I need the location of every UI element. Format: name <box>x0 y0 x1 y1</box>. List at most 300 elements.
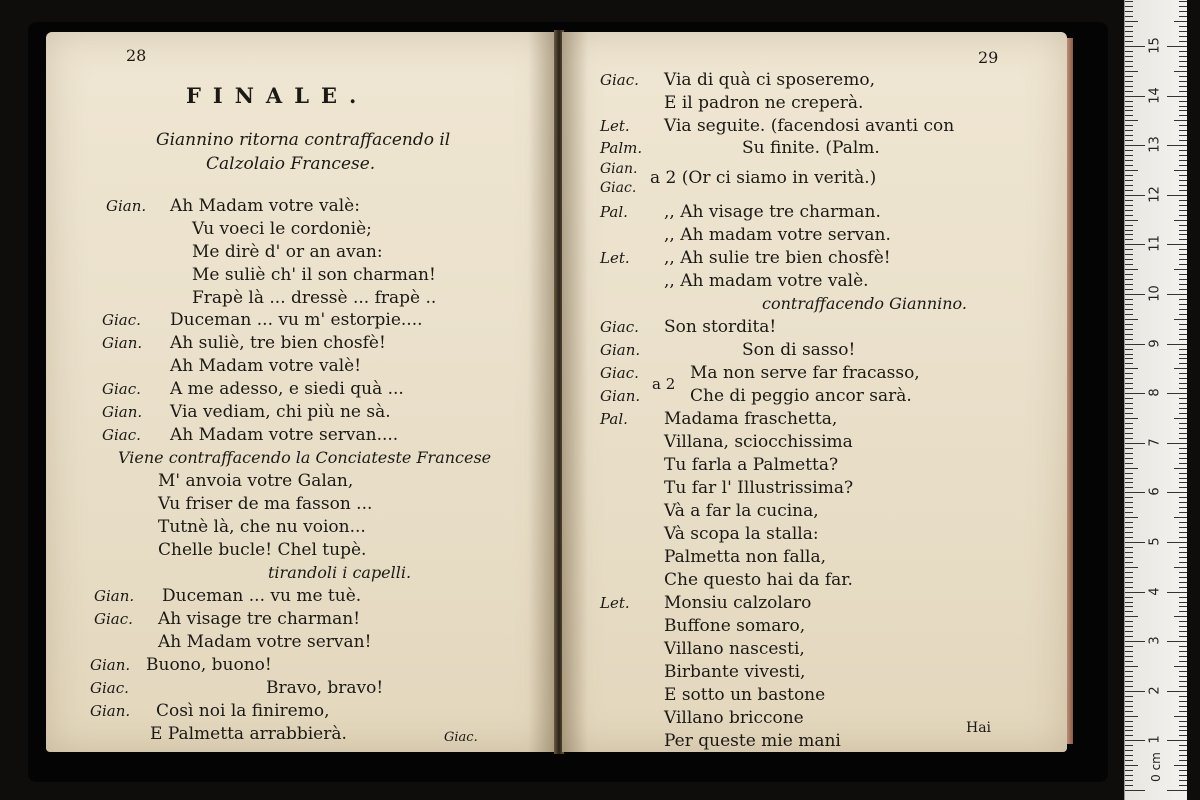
ruler-tick <box>1179 125 1187 126</box>
ruler-tick <box>1125 244 1145 245</box>
ruler-tick <box>1179 249 1187 250</box>
ruler-number: 11 <box>1147 235 1163 253</box>
verse-line: ,, Ah sulie tre bien chosfè! <box>664 248 891 268</box>
verse-line: Via vediam, chi più ne sà. <box>170 402 391 422</box>
ruler-tick <box>1179 497 1187 498</box>
page-title: FINALE. <box>186 83 369 108</box>
verse-line: Son stordita! <box>664 317 777 337</box>
verse-line: Vu friser de ma fasson ... <box>158 494 373 514</box>
ruler-tick <box>1174 71 1187 72</box>
ruler-tick <box>1174 120 1187 121</box>
ruler-tick <box>1179 671 1187 672</box>
ruler-tick <box>1179 721 1187 722</box>
ruler-tick <box>1125 517 1138 518</box>
ruler-tick <box>1125 254 1133 255</box>
ruler-tick <box>1179 115 1187 116</box>
ruler-tick <box>1125 274 1133 275</box>
ruler-tick <box>1125 36 1133 37</box>
ruler-number: 8 <box>1147 388 1163 397</box>
ruler-tick <box>1125 448 1133 449</box>
ruler-tick <box>1174 269 1187 270</box>
ruler-tick <box>1125 249 1133 250</box>
ruler-tick <box>1125 81 1133 82</box>
ruler-tick <box>1179 11 1187 12</box>
right-page <box>562 32 1067 752</box>
ruler-tick <box>1125 463 1133 464</box>
ruler-tick <box>1125 324 1133 325</box>
ruler-tick <box>1125 552 1133 553</box>
ruler-tick <box>1125 319 1138 320</box>
ruler-tick <box>1167 145 1187 146</box>
verse-line: Và scopa la stalla: <box>664 524 819 544</box>
ruler-tick <box>1125 512 1133 513</box>
ruler-tick <box>1125 770 1133 771</box>
ruler-tick <box>1125 438 1133 439</box>
ruler-tick <box>1125 413 1133 414</box>
ruler-tick <box>1125 16 1133 17</box>
ruler-tick <box>1125 135 1133 136</box>
speaker-label: Gian. <box>90 702 131 720</box>
ruler-tick <box>1179 403 1187 404</box>
stage-direction: tirandoli i capelli. <box>268 563 412 582</box>
ruler-tick <box>1125 101 1133 102</box>
ruler-tick <box>1125 750 1133 751</box>
ruler-tick <box>1125 621 1133 622</box>
ruler-tick <box>1125 180 1133 181</box>
ruler-tick <box>1179 230 1187 231</box>
ruler-tick <box>1125 309 1133 310</box>
ruler-tick <box>1179 755 1187 756</box>
ruler-tick <box>1125 532 1133 533</box>
ruler-tick <box>1179 289 1187 290</box>
ruler-tick <box>1179 110 1187 111</box>
stage-direction: contraffacendo Giannino. <box>762 294 967 313</box>
ruler-tick <box>1125 160 1133 161</box>
ruler-tick <box>1125 21 1138 22</box>
ruler-tick <box>1179 86 1187 87</box>
ruler-tick <box>1179 304 1187 305</box>
ruler-tick <box>1179 487 1187 488</box>
speaker-label: Palm. <box>600 139 643 157</box>
ruler-tick <box>1179 284 1187 285</box>
ruler-tick <box>1125 46 1145 47</box>
catchword: Hai <box>966 720 992 736</box>
ruler-tick <box>1125 383 1133 384</box>
ruler-tick <box>1125 56 1133 57</box>
ruler-tick <box>1125 661 1133 662</box>
ruler-tick <box>1174 170 1187 171</box>
ruler-tick <box>1179 215 1187 216</box>
ruler-tick <box>1179 165 1187 166</box>
verse-line: Villana, sciocchissima <box>664 432 853 452</box>
ruler-tick <box>1125 294 1145 295</box>
ruler-tick <box>1179 363 1187 364</box>
ruler-tick <box>1125 299 1133 300</box>
verse-line: ,, Ah visage tre charman. <box>664 202 881 222</box>
ruler-tick <box>1125 230 1133 231</box>
ruler-tick <box>1125 641 1145 642</box>
ruler-tick <box>1179 661 1187 662</box>
ruler-tick <box>1174 21 1187 22</box>
ruler-tick <box>1125 155 1133 156</box>
verse-line: ,, Ah madam votre valè. <box>664 271 869 291</box>
ruler-tick <box>1125 562 1133 563</box>
ruler-tick <box>1125 329 1133 330</box>
ruler-tick <box>1179 225 1187 226</box>
ruler-tick <box>1125 190 1133 191</box>
ruler-tick <box>1125 572 1133 573</box>
ruler-tick <box>1174 567 1187 568</box>
ruler-tick <box>1179 552 1187 553</box>
ruler-tick <box>1125 567 1138 568</box>
ruler-tick <box>1167 641 1187 642</box>
ruler-tick <box>1179 91 1187 92</box>
ruler-tick <box>1179 448 1187 449</box>
ruler-tick <box>1174 220 1187 221</box>
ruler-tick <box>1125 730 1133 731</box>
verse-line: Me suliè ch' il son charman! <box>192 265 436 285</box>
ruler-tick <box>1125 349 1133 350</box>
ruler-tick <box>1125 582 1133 583</box>
ruler-tick <box>1125 393 1145 394</box>
verse-line: Che di peggio ancor sarà. <box>690 386 912 406</box>
ruler-tick <box>1179 234 1187 235</box>
ruler-tick <box>1125 602 1133 603</box>
ruler-number: 3 <box>1147 636 1163 645</box>
ruler-tick <box>1125 408 1133 409</box>
ruler-tick <box>1167 46 1187 47</box>
ruler-tick <box>1167 443 1187 444</box>
ruler-tick <box>1125 691 1145 692</box>
ruler-tick <box>1125 487 1133 488</box>
ruler-tick <box>1125 616 1138 617</box>
ruler-tick <box>1179 408 1187 409</box>
ruler-tick <box>1179 577 1187 578</box>
ruler-tick <box>1125 775 1133 776</box>
ruler-number: 12 <box>1147 186 1163 203</box>
ruler-tick <box>1174 517 1187 518</box>
ruler-tick <box>1125 656 1133 657</box>
ruler-tick <box>1179 210 1187 211</box>
ruler-tick <box>1179 478 1187 479</box>
ruler-tick <box>1179 398 1187 399</box>
verse-line: Palmetta non falla, <box>664 547 827 567</box>
ruler-tick <box>1125 220 1138 221</box>
ruler-tick <box>1125 671 1133 672</box>
ruler-tick <box>1125 681 1133 682</box>
verse-line: Così noi la finiremo, <box>156 701 330 721</box>
ruler-tick <box>1125 453 1133 454</box>
ruler-unit-label: 0 cm <box>1148 752 1163 782</box>
ruler-tick <box>1179 81 1187 82</box>
ruler-tick <box>1125 239 1133 240</box>
ruler-tick <box>1167 740 1187 741</box>
ruler-tick <box>1179 532 1187 533</box>
speaker-label: Giac. <box>102 380 141 398</box>
verse-line: Và a far la cucina, <box>664 501 819 521</box>
ruler-tick <box>1125 606 1133 607</box>
ruler-tick <box>1179 299 1187 300</box>
ruler-tick <box>1179 587 1187 588</box>
ruler-number: 13 <box>1147 136 1163 153</box>
ruler-tick <box>1167 294 1187 295</box>
ruler-tick <box>1179 383 1187 384</box>
ruler-tick <box>1179 31 1187 32</box>
ruler-tick <box>1125 225 1133 226</box>
ruler-tick <box>1179 279 1187 280</box>
ruler-tick <box>1125 403 1133 404</box>
verse-line: Frapè là ... dressè ... frapè .. <box>192 288 437 308</box>
ruler-tick <box>1125 26 1133 27</box>
ruler-tick <box>1125 140 1133 141</box>
ruler-tick <box>1179 696 1187 697</box>
speaker-label: Giac. <box>600 180 637 196</box>
verse-line: A me adesso, e siedi quà ... <box>170 379 404 399</box>
ruler-tick <box>1125 86 1133 87</box>
ruler-tick <box>1125 205 1133 206</box>
ruler-tick <box>1179 606 1187 607</box>
ruler-tick <box>1179 681 1187 682</box>
ruler-tick <box>1179 324 1187 325</box>
ruler-tick <box>1179 582 1187 583</box>
ruler-tick <box>1125 11 1133 12</box>
a2-marker: a 2 <box>652 375 676 393</box>
verse-line: Ah Madam votre servan! <box>158 632 372 652</box>
ruler-tick <box>1179 557 1187 558</box>
ruler-tick <box>1179 329 1187 330</box>
ruler-tick <box>1125 185 1133 186</box>
ruler-tick <box>1125 66 1133 67</box>
verse-line: Ah Madam votre servan.... <box>170 425 399 445</box>
ruler-tick <box>1179 254 1187 255</box>
ruler-tick <box>1179 597 1187 598</box>
ruler-tick <box>1125 706 1133 707</box>
ruler-tick <box>1179 706 1187 707</box>
ruler-tick <box>1179 750 1187 751</box>
speaker-label: Let. <box>600 594 630 612</box>
verse-line: E sotto un bastone <box>664 685 826 705</box>
ruler-tick <box>1179 309 1187 310</box>
speaker-label: Gian. <box>106 197 147 215</box>
speaker-label: Let. <box>600 117 630 135</box>
ruler-tick <box>1125 780 1133 781</box>
verse-line: Me dirè d' or an avan: <box>192 242 383 262</box>
ruler-tick <box>1174 468 1187 469</box>
speaker-label: Gian. <box>600 161 638 177</box>
speaker-label: Giac. <box>600 364 639 382</box>
ruler-tick <box>1125 388 1133 389</box>
ruler-tick <box>1125 458 1133 459</box>
ruler-tick <box>1125 468 1138 469</box>
ruler-tick <box>1179 547 1187 548</box>
page-number: 29 <box>978 48 999 67</box>
speaker-label: Let. <box>600 249 630 267</box>
ruler-tick <box>1125 542 1145 543</box>
ruler-tick <box>1125 289 1133 290</box>
ruler-tick <box>1179 502 1187 503</box>
verse-line: Chelle bucle! Chel tupè. <box>158 540 367 560</box>
ruler-tick <box>1125 726 1133 727</box>
ruler-tick <box>1179 423 1187 424</box>
ruler-tick <box>1167 790 1187 791</box>
ruler-tick <box>1179 6 1187 7</box>
ruler-tick <box>1179 507 1187 508</box>
ruler-tick <box>1179 636 1187 637</box>
ruler-tick <box>1125 547 1133 548</box>
verse-line: Duceman ... vu m' estorpie.... <box>170 310 423 330</box>
ruler-tick <box>1125 507 1133 508</box>
ruler-tick <box>1179 41 1187 42</box>
speaker-label: Giac. <box>102 426 141 444</box>
ruler-tick <box>1179 458 1187 459</box>
ruler-tick <box>1174 616 1187 617</box>
ruler-tick <box>1125 716 1138 717</box>
ruler-tick <box>1179 349 1187 350</box>
ruler-number: 2 <box>1147 686 1163 695</box>
ruler-tick <box>1125 96 1145 97</box>
ruler-tick <box>1125 234 1133 235</box>
ruler-tick <box>1125 358 1133 359</box>
ruler-tick <box>1125 701 1133 702</box>
ruler-tick <box>1179 745 1187 746</box>
ruler-tick <box>1125 76 1133 77</box>
ruler-tick <box>1125 91 1133 92</box>
ruler-tick <box>1125 269 1138 270</box>
ruler-tick <box>1125 502 1133 503</box>
ruler-tick <box>1125 279 1133 280</box>
ruler-tick <box>1167 393 1187 394</box>
ruler-tick <box>1167 542 1187 543</box>
ruler-tick <box>1179 16 1187 17</box>
ruler-tick <box>1179 56 1187 57</box>
ruler-tick <box>1125 473 1133 474</box>
ruler-tick <box>1174 418 1187 419</box>
ruler-tick <box>1179 26 1187 27</box>
ruler-tick <box>1179 180 1187 181</box>
ruler-tick <box>1125 334 1133 335</box>
ruler-tick <box>1179 373 1187 374</box>
ruler-tick <box>1179 482 1187 483</box>
ruler-tick <box>1125 314 1133 315</box>
ruler-tick <box>1125 210 1133 211</box>
ruler-tick <box>1179 730 1187 731</box>
ruler-tick <box>1125 115 1133 116</box>
ruler-tick <box>1125 626 1133 627</box>
verse-line: Duceman ... vu me tuè. <box>162 586 362 606</box>
ruler-tick <box>1125 170 1138 171</box>
ruler-tick <box>1125 433 1133 434</box>
ruler-tick <box>1179 537 1187 538</box>
ruler-tick <box>1125 482 1133 483</box>
ruler-tick <box>1125 651 1133 652</box>
ruler-tick <box>1179 135 1187 136</box>
ruler-tick <box>1125 740 1145 741</box>
ruler-tick <box>1167 244 1187 245</box>
ruler-tick <box>1125 676 1133 677</box>
ruler-tick <box>1179 334 1187 335</box>
ruler-tick <box>1179 701 1187 702</box>
ruler-tick <box>1179 621 1187 622</box>
verse-line: Ma non serve far fracasso, <box>690 363 920 383</box>
ruler-tick <box>1125 592 1145 593</box>
ruler-tick <box>1167 691 1187 692</box>
ruler-number: 5 <box>1147 537 1163 546</box>
verse-line: E Palmetta arrabbierà. <box>150 724 347 744</box>
verse-line: ,, Ah madam votre servan. <box>664 225 891 245</box>
verse-line: Su finite. (Palm. <box>742 138 880 158</box>
ruler-tick <box>1125 790 1145 791</box>
ruler-tick <box>1179 527 1187 528</box>
ruler-tick <box>1125 398 1133 399</box>
ruler-tick <box>1179 264 1187 265</box>
page-number: 28 <box>126 46 147 65</box>
ruler-tick <box>1179 572 1187 573</box>
ruler-tick <box>1125 215 1133 216</box>
ruler-tick <box>1125 587 1133 588</box>
stage-direction: Calzolaio Francese. <box>206 154 376 174</box>
ruler-tick <box>1179 106 1187 107</box>
ruler-number: 7 <box>1147 438 1163 447</box>
ruler-tick <box>1125 378 1133 379</box>
ruler-tick <box>1179 388 1187 389</box>
ruler-tick <box>1125 259 1133 260</box>
ruler-tick <box>1125 354 1133 355</box>
ruler-tick <box>1125 478 1133 479</box>
ruler-tick <box>1179 780 1187 781</box>
ruler-tick <box>1179 354 1187 355</box>
ruler-tick <box>1179 200 1187 201</box>
ruler-tick <box>1179 66 1187 67</box>
ruler-tick <box>1179 651 1187 652</box>
ruler-tick <box>1125 125 1133 126</box>
ruler-tick <box>1125 195 1145 196</box>
ruler-tick <box>1179 274 1187 275</box>
speaker-label: Pal. <box>600 410 628 428</box>
ruler-tick <box>1125 339 1133 340</box>
ruler-tick <box>1179 61 1187 62</box>
ruler-tick <box>1125 106 1133 107</box>
verse-line: Per queste mie mani <box>664 731 841 751</box>
ruler-tick <box>1179 438 1187 439</box>
ruler-tick <box>1125 368 1138 369</box>
ruler-tick <box>1179 155 1187 156</box>
ruler-tick <box>1174 765 1187 766</box>
ruler-number: 6 <box>1147 487 1163 497</box>
ruler-tick <box>1125 522 1133 523</box>
ruler-tick <box>1125 31 1133 32</box>
speaker-label: Giac. <box>94 610 133 628</box>
ruler-tick <box>1179 785 1187 786</box>
catchword: Giac. <box>444 730 478 745</box>
ruler-tick <box>1179 646 1187 647</box>
ruler-tick <box>1179 205 1187 206</box>
verse-line: Ah suliè, tre bien chosfè! <box>170 333 386 353</box>
ruler-tick <box>1125 41 1133 42</box>
verse-line: Via di quà ci sposeremo, <box>664 70 875 90</box>
ruler-tick <box>1179 150 1187 151</box>
ruler-tick <box>1174 368 1187 369</box>
ruler-tick <box>1125 492 1145 493</box>
ruler-tick <box>1179 428 1187 429</box>
ruler-tick <box>1125 6 1133 7</box>
ruler-tick <box>1125 666 1138 667</box>
verse-line: Monsiu calzolaro <box>664 593 812 613</box>
ruler-tick <box>1179 140 1187 141</box>
verse-line: Villano briccone <box>664 708 804 728</box>
speaker-label: Gian. <box>600 387 641 405</box>
ruler-tick <box>1125 110 1133 111</box>
ruler-tick <box>1167 592 1187 593</box>
